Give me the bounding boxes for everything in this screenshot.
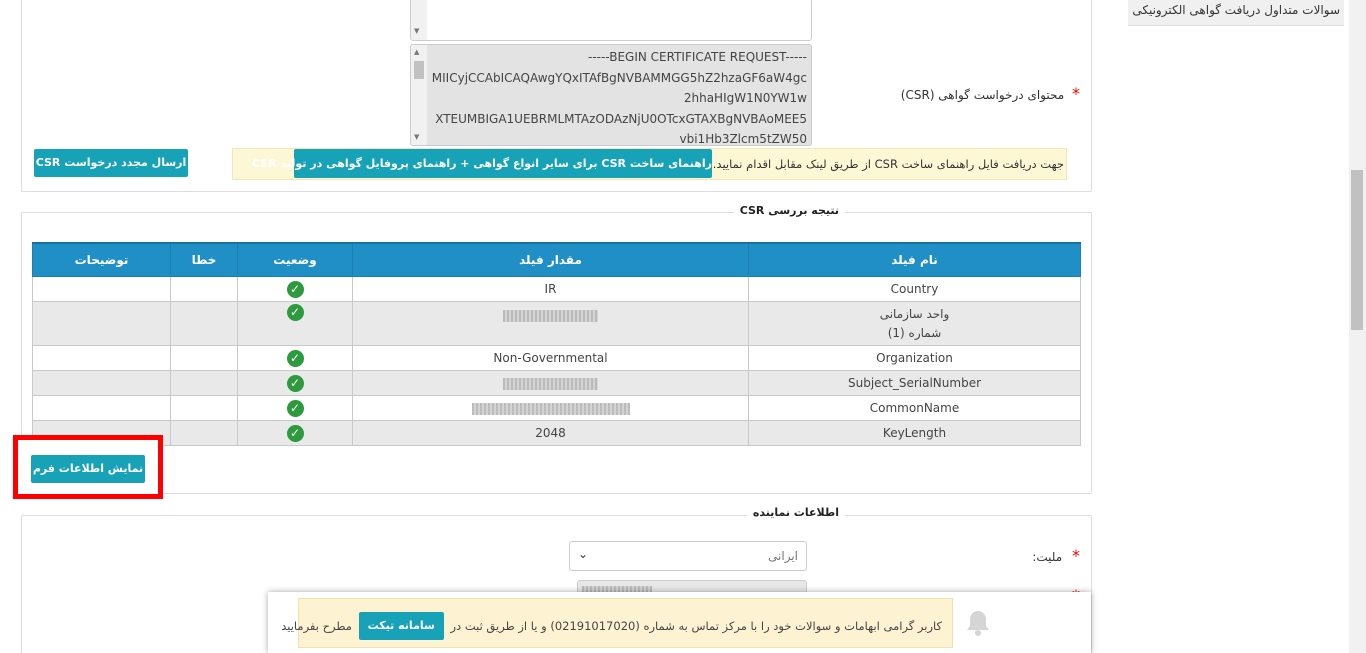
scroll-down-arrow-icon[interactable]: ▼ — [414, 133, 420, 141]
cell-name-line: واحد سازمانی — [879, 306, 950, 321]
cell-value: IR — [353, 277, 749, 302]
cell-error — [171, 302, 238, 346]
cell-error — [171, 346, 238, 371]
csr-line: MIICyjCCAbICAQAwgYQxITAfBgNVBAMMGG5hZ2hzaGF6aW4gc — [431, 70, 807, 85]
csr-result-table — [32, 242, 1081, 446]
check-icon: ✓ — [287, 281, 304, 298]
col-error: خطا — [171, 243, 238, 277]
show-form-info-button[interactable]: نمایش اطلاعات فرم — [31, 455, 145, 483]
cell-status — [238, 371, 353, 396]
representative-legend: اطلاعات نماینده — [747, 506, 845, 519]
cell-status — [238, 421, 353, 446]
nationality-select[interactable] — [569, 541, 807, 571]
scroll-up-arrow-icon[interactable]: ▲ — [414, 48, 420, 56]
check-icon: ✓ — [287, 350, 304, 367]
redacted-value — [503, 378, 598, 390]
table-row — [33, 277, 1081, 302]
csr-guide-button[interactable]: راهنمای ساخت CSR برای سایر انواع گواهی + راهنمای پروفایل گواهی در تولید CSR — [294, 149, 712, 178]
cell-error — [171, 421, 238, 446]
scroll-thumb[interactable] — [414, 61, 424, 79]
csr-line: -----BEGIN CERTIFICATE REQUEST----- — [587, 50, 807, 64]
table-row — [33, 396, 1081, 421]
required-mark: * — [1072, 546, 1080, 565]
cell-name-sub: شماره (1) — [887, 325, 942, 340]
csr-text — [429, 47, 807, 146]
table-row — [33, 421, 1081, 446]
nationality-value: ایرانی — [768, 549, 798, 563]
check-icon: ✓ — [287, 425, 304, 442]
cell-value: 2048 — [353, 421, 749, 446]
col-field-value: مقدار فیلد — [353, 243, 749, 277]
table-header-row — [33, 243, 1081, 277]
csr-label-text: محتوای درخواست گواهی (CSR) — [900, 88, 1065, 102]
notice-text: جهت دریافت فایل راهنمای ساخت CSR از طریق لینک مقابل اقدام نمایید. — [712, 157, 1064, 171]
csr-content-textarea[interactable] — [410, 44, 812, 146]
csr-textarea-scrollbar[interactable] — [411, 45, 427, 145]
cell-status — [238, 346, 353, 371]
cell-error — [171, 396, 238, 421]
toast-text-part1: کاربر گرامی ابهامات و سوالات خود را با مرکز تماس به شماره (02191017020) و یا از طریق ثبت در — [450, 619, 942, 633]
csr-result-legend: نتیجه بررسی CSR — [734, 204, 845, 217]
cell-name: Subject_SerialNumber — [749, 371, 1081, 396]
cell-name: KeyLength — [749, 421, 1081, 446]
cell-value — [353, 396, 749, 421]
resend-csr-button[interactable]: ارسال مجدد درخواست CSR — [34, 149, 188, 177]
cell-status — [238, 396, 353, 421]
ticket-system-button[interactable]: سامانه تیکت — [359, 612, 444, 640]
cell-description — [33, 396, 171, 421]
redacted-value — [503, 310, 598, 322]
redacted-value — [472, 403, 630, 415]
cell-description — [33, 371, 171, 396]
col-description: توضیحات — [33, 243, 171, 277]
chevron-down-icon: ⌄ — [578, 547, 589, 561]
cell-error — [171, 371, 238, 396]
csr-line: vbi1Hb3Zlcm5tZW50 — [679, 132, 807, 146]
cell-status — [238, 302, 353, 346]
bell-icon — [963, 608, 993, 638]
check-icon: ✓ — [287, 304, 304, 321]
csr-line: XTEUMBIGA1UEBRMLMTAzODAzNjU0OTcxGTAXBgNVBAoMEE5 — [435, 111, 807, 126]
page-scrollbar[interactable] — [1349, 0, 1366, 653]
cell-name: Country — [749, 277, 1081, 302]
textarea-scrollbar[interactable] — [411, 0, 427, 40]
upper-textarea[interactable] — [410, 0, 812, 41]
scroll-down-arrow-icon[interactable]: ▼ — [414, 27, 420, 35]
col-field-name: نام فیلد — [749, 243, 1081, 277]
cell-name: Organization — [749, 346, 1081, 371]
check-icon: ✓ — [287, 375, 304, 392]
table-row — [33, 346, 1081, 371]
support-toast — [268, 592, 1091, 653]
cell-value — [353, 302, 749, 346]
toast-text — [281, 613, 942, 641]
required-mark: * — [1072, 84, 1080, 103]
nationality-label — [980, 546, 1080, 565]
sidebar — [1104, 0, 1349, 653]
cell-name: CommonName — [749, 396, 1081, 421]
nationality-label-text: ملیت: — [1032, 550, 1063, 564]
toast-text-part2: مطرح بفرمایید — [281, 619, 352, 633]
sidebar-item-faq[interactable]: سوالات متداول دریافت گواهی الکترونیکی — [1128, 0, 1344, 26]
cell-description — [33, 346, 171, 371]
cell-description — [33, 277, 171, 302]
csr-label — [880, 84, 1080, 103]
cell-error — [171, 277, 238, 302]
table-row — [33, 302, 1081, 346]
cell-status — [238, 277, 353, 302]
page-scroll-thumb[interactable] — [1351, 170, 1363, 330]
cell-name — [749, 302, 1081, 346]
toast-message — [281, 598, 953, 648]
check-icon: ✓ — [287, 400, 304, 417]
csr-line: 2hhaHIgW1N0YW1w — [683, 91, 807, 105]
col-status: وضعیت — [238, 243, 353, 277]
cell-value: Non-Governmental — [353, 346, 749, 371]
cell-description — [33, 302, 171, 346]
cell-value — [353, 371, 749, 396]
table-row — [33, 371, 1081, 396]
